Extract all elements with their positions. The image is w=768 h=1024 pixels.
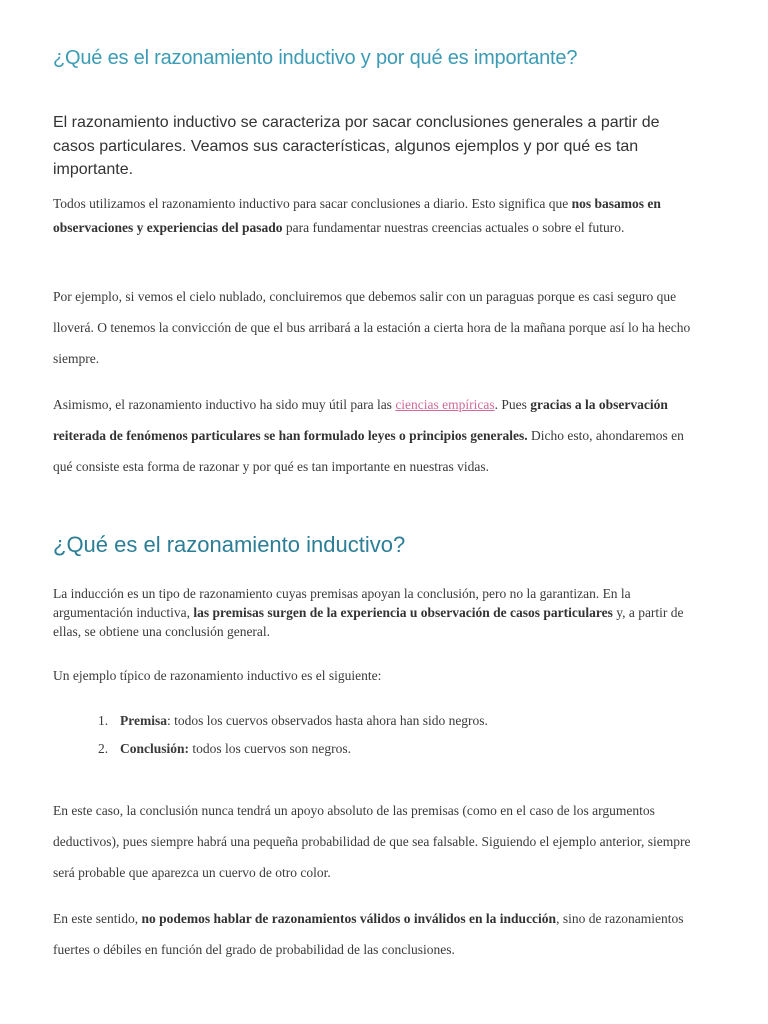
list-text: : todos los cuervos observados hasta ahora han sido negros.: [167, 713, 488, 728]
list-number: 1.: [98, 713, 109, 728]
list-item: [98, 737, 698, 765]
text-span: para fundamentar nuestras creencias actuales o sobre el futuro.: [282, 219, 625, 235]
paragraph-example-intro: Un ejemplo típico de razonamiento inductivo es el siguiente:: [53, 668, 382, 683]
ciencias-empiricas-link[interactable]: ciencias empíricas: [395, 397, 495, 412]
article-title: ¿Qué es el razonamiento inductivo y por qué es importante?: [53, 47, 578, 69]
text-span: Dicho esto, ahondaremos en qué consiste esta forma de razonar y por qué es tan importante en nuestras vidas.: [53, 428, 684, 474]
paragraph-intro: [53, 192, 705, 239]
text-span: y, a partir de ellas, se obtiene una conclusión general.: [53, 604, 684, 639]
paragraph-definition: [53, 585, 705, 641]
paragraph-sciences: [53, 389, 705, 482]
list-number: 2.: [98, 741, 109, 756]
bold-text: las premisas surgen de la experiencia u observación de casos particulares: [193, 604, 613, 620]
list-text: todos los cuervos son negros.: [189, 741, 352, 756]
paragraph-probability: En este caso, la conclusión nunca tendrá un apoyo absoluto de las premisas (como en el caso de los argumentos deductivos), pues siempre habrá una pequeña probabilidad de que sea falsable. Siguiendo el ejemplo anterior, siempre será probable que aparezca un cuervo de otro color.: [53, 803, 691, 880]
text-span: . Pues: [494, 397, 531, 412]
text-span: La inducción es un tipo de razonamiento cuyas premisas apoyan la conclusión, pero no la garantizan. En la argumentación inductiva,: [53, 586, 631, 620]
article-lead: El razonamiento inductivo se caracteriza por sacar conclusiones generales a partir de casos particulares. Veamos sus características, algunos ejemplos y por qué es tan importante.: [53, 114, 660, 178]
paragraph-example: Por ejemplo, si vemos el cielo nublado, concluiremos que debemos salir con un paraguas porque es casi seguro que lloverá. O tenemos la convicción de que el bus arribará a la estación a cierta hora de la mañana porque así lo ha hecho siempre.: [53, 289, 691, 366]
text-span: En este sentido,: [53, 911, 142, 926]
list-term: Premisa: [120, 713, 167, 728]
section-title: ¿Qué es el razonamiento inductivo?: [53, 532, 406, 557]
list-item: [98, 709, 698, 737]
text-span: Todos utilizamos el razonamiento inductivo para sacar conclusiones a diario. Esto significa que: [53, 196, 572, 211]
text-span: Asimismo, el razonamiento inductivo ha sido muy útil para las: [53, 397, 396, 412]
text-span: , sino de razonamientos fuertes o débiles en función del grado de probabilidad de las conclusiones.: [53, 911, 684, 957]
bold-text: gracias a la observación reiterada de fenómenos particulares se han formulado leyes o principios generales.: [53, 397, 668, 443]
example-list: [98, 709, 698, 765]
paragraph-strength: [53, 903, 705, 965]
list-term: Conclusión:: [120, 741, 190, 756]
bold-text: no podemos hablar de razonamientos válidos o inválidos en la inducción: [141, 911, 557, 926]
bold-text: nos basamos en observaciones y experiencias del pasado: [53, 196, 661, 235]
